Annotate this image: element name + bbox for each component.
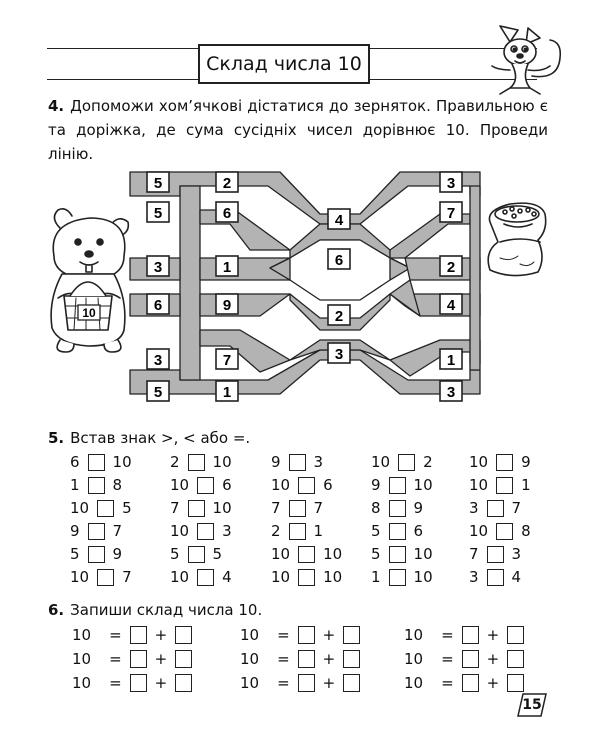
maze-number: 7 [222,352,232,369]
right-operand: 4 [511,568,522,586]
composition-equation [404,672,524,694]
left-operand: 10 [170,522,190,540]
right-operand: 10 [212,499,232,517]
maze-number: 5 [153,205,163,222]
addend-box-2[interactable] [175,674,192,692]
sign-answer-box[interactable] [298,569,315,586]
left-operand: 1 [70,476,80,494]
comparison-item [271,544,342,564]
task-5-instruction: Встав знак >, < або =. [70,429,251,447]
sign-answer-box[interactable] [487,546,504,563]
comparison-item [170,544,222,564]
sign-answer-box[interactable] [389,500,406,517]
comparison-item [170,567,232,587]
composition-equation [404,624,524,646]
equals-sign: = [109,674,122,692]
maze-number: 9 [222,297,232,314]
maze-number: 2 [334,308,344,325]
sign-answer-box[interactable] [289,500,306,517]
equation-number: 10 [72,674,92,692]
sign-answer-box[interactable] [97,569,114,586]
addend-box-1[interactable] [130,674,147,692]
right-operand: 2 [423,453,433,471]
sign-answer-box[interactable] [496,523,513,540]
left-operand: 5 [371,545,381,563]
right-operand: 10 [413,476,433,494]
comparison-item [170,452,232,472]
composition-equation [72,672,192,694]
comparison-item [371,498,423,518]
task-4-number: 4. [48,97,65,115]
page-number [517,693,547,717]
left-operand: 5 [371,522,381,540]
addend-box-1[interactable] [298,626,315,644]
left-operand: 6 [70,453,80,471]
mascot-illustration [470,18,570,98]
plus-sign: + [486,626,500,644]
comparison-item [170,475,232,495]
right-operand: 7 [313,499,324,517]
left-operand: 5 [170,545,180,563]
equation-number: 10 [404,674,424,692]
right-operand: 6 [413,522,424,540]
left-operand: 3 [469,499,479,517]
basket-number: 10 [82,306,96,320]
maze-number: 6 [153,297,163,314]
maze-number: 6 [222,205,232,222]
comparison-item [271,521,323,541]
sign-answer-box[interactable] [88,477,105,494]
equals-sign: = [441,626,454,644]
maze-number: 1 [222,384,232,401]
addend-box-1[interactable] [462,674,479,692]
sign-answer-box[interactable] [97,500,114,517]
right-operand: 6 [323,476,333,494]
comparison-item [70,498,132,518]
right-operand: 5 [212,545,223,563]
equals-sign: = [109,626,122,644]
seed-sack-illustration [488,203,545,275]
maze [0,160,600,420]
equation-number: 10 [404,626,424,644]
right-operand: 7 [511,499,522,517]
sign-answer-box[interactable] [188,546,205,563]
task-4-instruction: Допоможи хом’ячкові дістатися до зерняток. Правильною є та доріжка, де сума сусідніх чисел дорівнює 10. Проведи лінію. [48,97,548,163]
page-title: Склад числа 10 [198,44,370,84]
maze-paths [130,172,480,394]
sign-answer-box[interactable] [389,523,406,540]
left-operand: 10 [371,453,391,471]
comparison-item [469,452,531,472]
left-operand: 10 [271,545,291,563]
page-number-text: 15 [522,697,542,713]
plus-sign: + [322,626,336,644]
equals-sign: = [277,650,290,668]
plus-sign: + [154,626,168,644]
plus-sign: + [486,674,500,692]
comparison-item [170,521,232,541]
left-operand: 8 [371,499,381,517]
task-4-text [48,94,548,166]
right-operand: 10 [323,568,343,586]
maze-number: 4 [446,297,456,314]
comparison-item [70,521,122,541]
comparison-item [371,521,423,541]
hamster-illustration [51,209,128,352]
left-operand: 10 [70,499,90,517]
comparison-item [469,498,521,518]
plus-sign: + [154,650,168,668]
maze-number: 1 [222,259,232,276]
left-operand: 9 [271,453,281,471]
task-6-number: 6. [48,601,65,619]
left-operand: 10 [469,476,489,494]
left-operand: 10 [70,568,90,586]
composition-equation [72,648,192,670]
maze-number: 3 [446,384,456,401]
addend-box-1[interactable] [130,650,147,668]
comparison-item [371,475,433,495]
maze-number: 3 [334,346,344,363]
left-operand: 10 [469,453,489,471]
left-operand: 10 [469,522,489,540]
maze-number: 3 [153,259,163,276]
addend-box-2[interactable] [175,650,192,668]
sign-answer-box[interactable] [487,500,504,517]
addend-box-1[interactable] [130,626,147,644]
sign-answer-box[interactable] [88,454,105,471]
sign-answer-box[interactable] [197,569,214,586]
task-6-text [48,598,548,622]
composition-equation [72,624,192,646]
left-operand: 9 [70,522,80,540]
left-operand: 7 [271,499,281,517]
right-operand: 1 [521,476,531,494]
equals-sign: = [441,674,454,692]
composition-equation [240,624,360,646]
left-operand: 10 [170,476,190,494]
comparison-item [271,498,323,518]
comparison-item [70,567,132,587]
task-5-text [48,426,548,450]
equals-sign: = [277,626,290,644]
addend-box-2[interactable] [343,650,360,668]
addend-box-1[interactable] [298,650,315,668]
maze-number: 2 [446,259,456,276]
plus-sign: + [322,674,336,692]
right-operand: 10 [112,453,132,471]
left-operand: 10 [170,568,190,586]
right-operand: 1 [313,522,324,540]
comparison-item [469,521,531,541]
task-5-number: 5. [48,429,65,447]
equation-number: 10 [240,674,260,692]
comparison-item [70,475,122,495]
addend-box-1[interactable] [462,626,479,644]
maze-number: 6 [334,252,344,269]
maze-number: 5 [153,384,163,401]
addend-box-2[interactable] [507,674,524,692]
right-operand: 5 [122,499,132,517]
right-operand: 6 [222,476,232,494]
right-operand: 3 [222,522,232,540]
maze-number: 2 [222,175,232,192]
sign-answer-box[interactable] [389,477,406,494]
comparison-item [469,544,521,564]
addend-box-2[interactable] [175,626,192,644]
comparison-item [271,475,333,495]
left-operand: 10 [271,568,291,586]
addend-box-1[interactable] [462,650,479,668]
maze-number: 3 [153,352,163,369]
equals-sign: = [109,650,122,668]
left-operand: 10 [271,476,291,494]
plus-sign: + [322,650,336,668]
sign-answer-box[interactable] [88,546,105,563]
addend-box-2[interactable] [507,626,524,644]
equation-number: 10 [404,650,424,668]
left-operand: 5 [70,545,80,563]
left-operand: 2 [170,453,180,471]
sign-answer-box[interactable] [289,523,306,540]
left-operand: 1 [371,568,381,586]
comparison-item [271,567,342,587]
right-operand: 7 [112,522,123,540]
left-operand: 7 [170,499,180,517]
addend-box-2[interactable] [343,626,360,644]
right-operand: 4 [222,568,232,586]
maze-number: 5 [153,175,163,192]
sign-answer-box[interactable] [298,477,315,494]
right-operand: 3 [511,545,522,563]
sign-answer-box[interactable] [398,454,415,471]
sign-answer-box[interactable] [487,569,504,586]
plus-sign: + [486,650,500,668]
sign-answer-box[interactable] [298,546,315,563]
plus-sign: + [154,674,168,692]
comparison-item [271,452,323,472]
left-operand: 7 [469,545,479,563]
right-operand: 8 [521,522,531,540]
left-operand: 9 [371,476,381,494]
maze-number: 1 [446,352,456,369]
right-operand: 8 [112,476,123,494]
addend-box-1[interactable] [298,674,315,692]
right-operand: 7 [122,568,132,586]
sign-answer-box[interactable] [496,477,513,494]
right-operand: 9 [112,545,123,563]
equation-number: 10 [72,650,92,668]
right-operand: 10 [212,453,232,471]
comparison-item [70,452,132,472]
comparison-item [70,544,122,564]
comparison-item [469,475,531,495]
comparison-item [371,452,433,472]
composition-equation [240,648,360,670]
sign-answer-box[interactable] [188,500,205,517]
comparison-item [469,567,521,587]
equals-sign: = [441,650,454,668]
maze-number: 7 [446,205,456,222]
sign-answer-box[interactable] [197,477,214,494]
equals-sign: = [277,674,290,692]
maze-number: 4 [334,212,344,229]
sign-answer-box[interactable] [188,454,205,471]
sign-answer-box[interactable] [389,569,406,586]
left-operand: 3 [469,568,479,586]
task-6-instruction: Запиши склад числа 10. [70,601,263,619]
equation-number: 10 [72,626,92,644]
sign-answer-box[interactable] [496,454,513,471]
comparison-item [170,498,232,518]
equation-number: 10 [240,650,260,668]
sign-answer-box[interactable] [389,546,406,563]
right-operand: 9 [413,499,424,517]
comparison-item [371,567,433,587]
maze-number: 3 [446,175,456,192]
sign-answer-box[interactable] [289,454,306,471]
addend-box-2[interactable] [343,674,360,692]
sign-answer-box[interactable] [88,523,105,540]
right-operand: 10 [323,545,343,563]
equation-number: 10 [240,626,260,644]
addend-box-2[interactable] [507,650,524,668]
right-operand: 10 [413,545,433,563]
sign-answer-box[interactable] [197,523,214,540]
composition-equation [404,648,524,670]
right-operand: 3 [313,453,324,471]
left-operand: 2 [271,522,281,540]
comparison-item [371,544,433,564]
right-operand: 10 [413,568,433,586]
composition-equation [240,672,360,694]
right-operand: 9 [521,453,531,471]
